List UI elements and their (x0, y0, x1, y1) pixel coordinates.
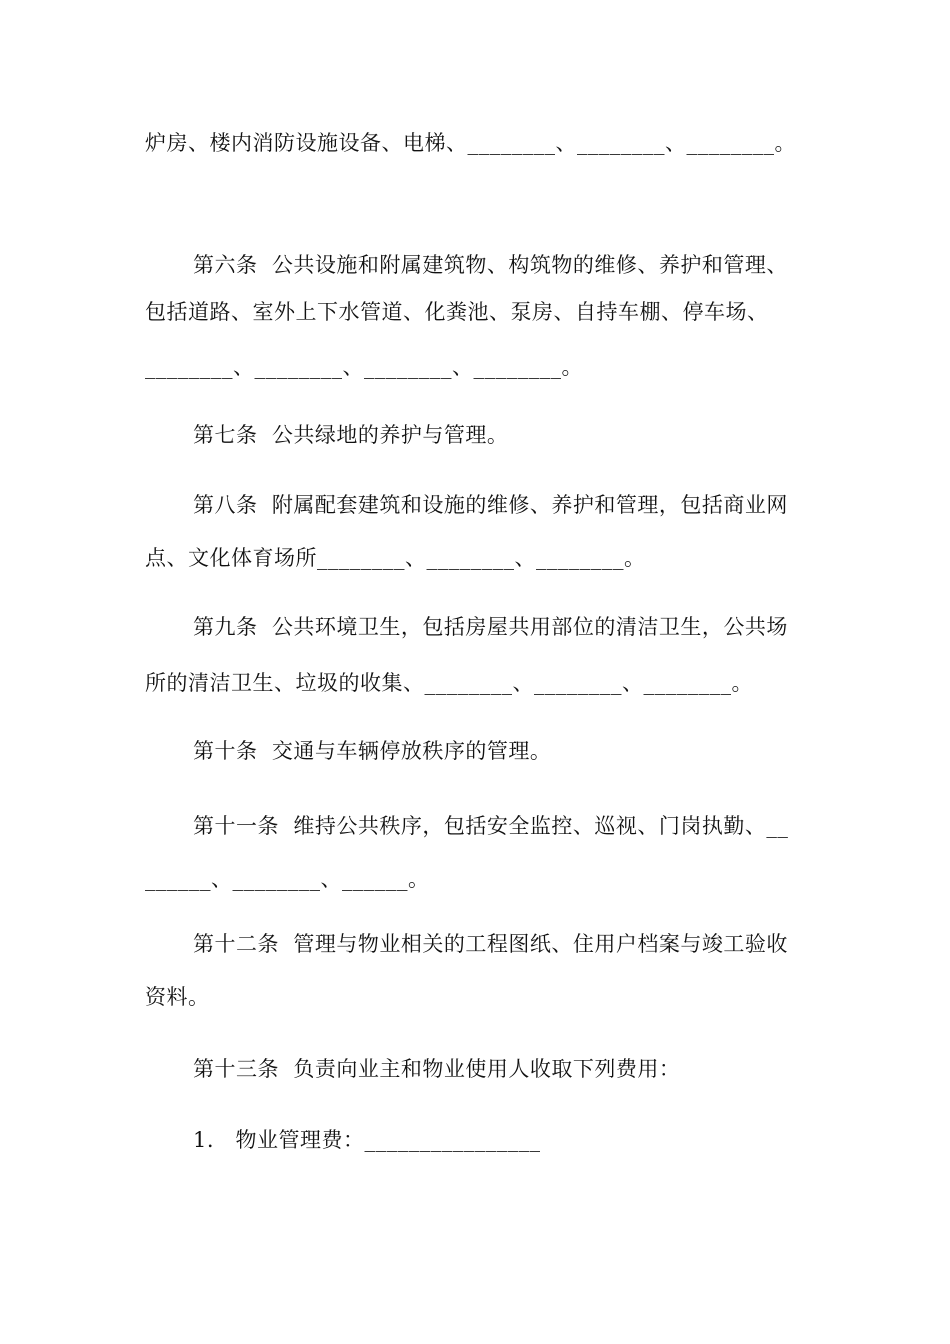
article-7-heading: 第七条 公共绿地的养护与管理。 (193, 423, 509, 447)
article-11-heading: 第十一条 维持公共秩序，包括安全监控、巡视、门岗执勤、__ (193, 814, 789, 838)
article-12-heading: 第十二条 管理与物业相关的工程图纸、住用户档案与竣工验收 (193, 932, 788, 956)
article-8-line-2: 点、文化体育场所________、________、________。 (145, 546, 646, 570)
article-10-heading: 第十条 交通与车辆停放秩序的管理。 (193, 739, 552, 763)
article-8-heading: 第八条 附属配套建筑和设施的维修、养护和管理，包括商业网 (193, 493, 788, 517)
fee-item-1: 1. 物业管理费：________________ (193, 1128, 541, 1152)
article-6-heading: 第六条 公共设施和附属建筑物、构筑物的维修、养护和管理、 (193, 253, 788, 277)
article-9-heading: 第九条 公共环境卫生，包括房屋共用部位的清洁卫生，公共场 (193, 615, 788, 639)
article-9-line-2: 所的清洁卫生、垃圾的收集、________、________、________。 (145, 671, 753, 695)
article-12-line-2: 资料。 (145, 985, 210, 1009)
article-13-heading: 第十三条 负责向业主和物业使用人收取下列费用： (193, 1057, 681, 1081)
article-6-line-3: ________、________、________、________。 (145, 355, 583, 379)
article-11-line-2: ______、________、______。 (145, 867, 430, 891)
article-6-line-2: 包括道路、室外上下水管道、化粪池、泵房、自持车棚、停车场、 (145, 300, 769, 324)
text-line-1: 炉房、楼内消防设施设备、电梯、________、________、________。 (145, 131, 796, 155)
